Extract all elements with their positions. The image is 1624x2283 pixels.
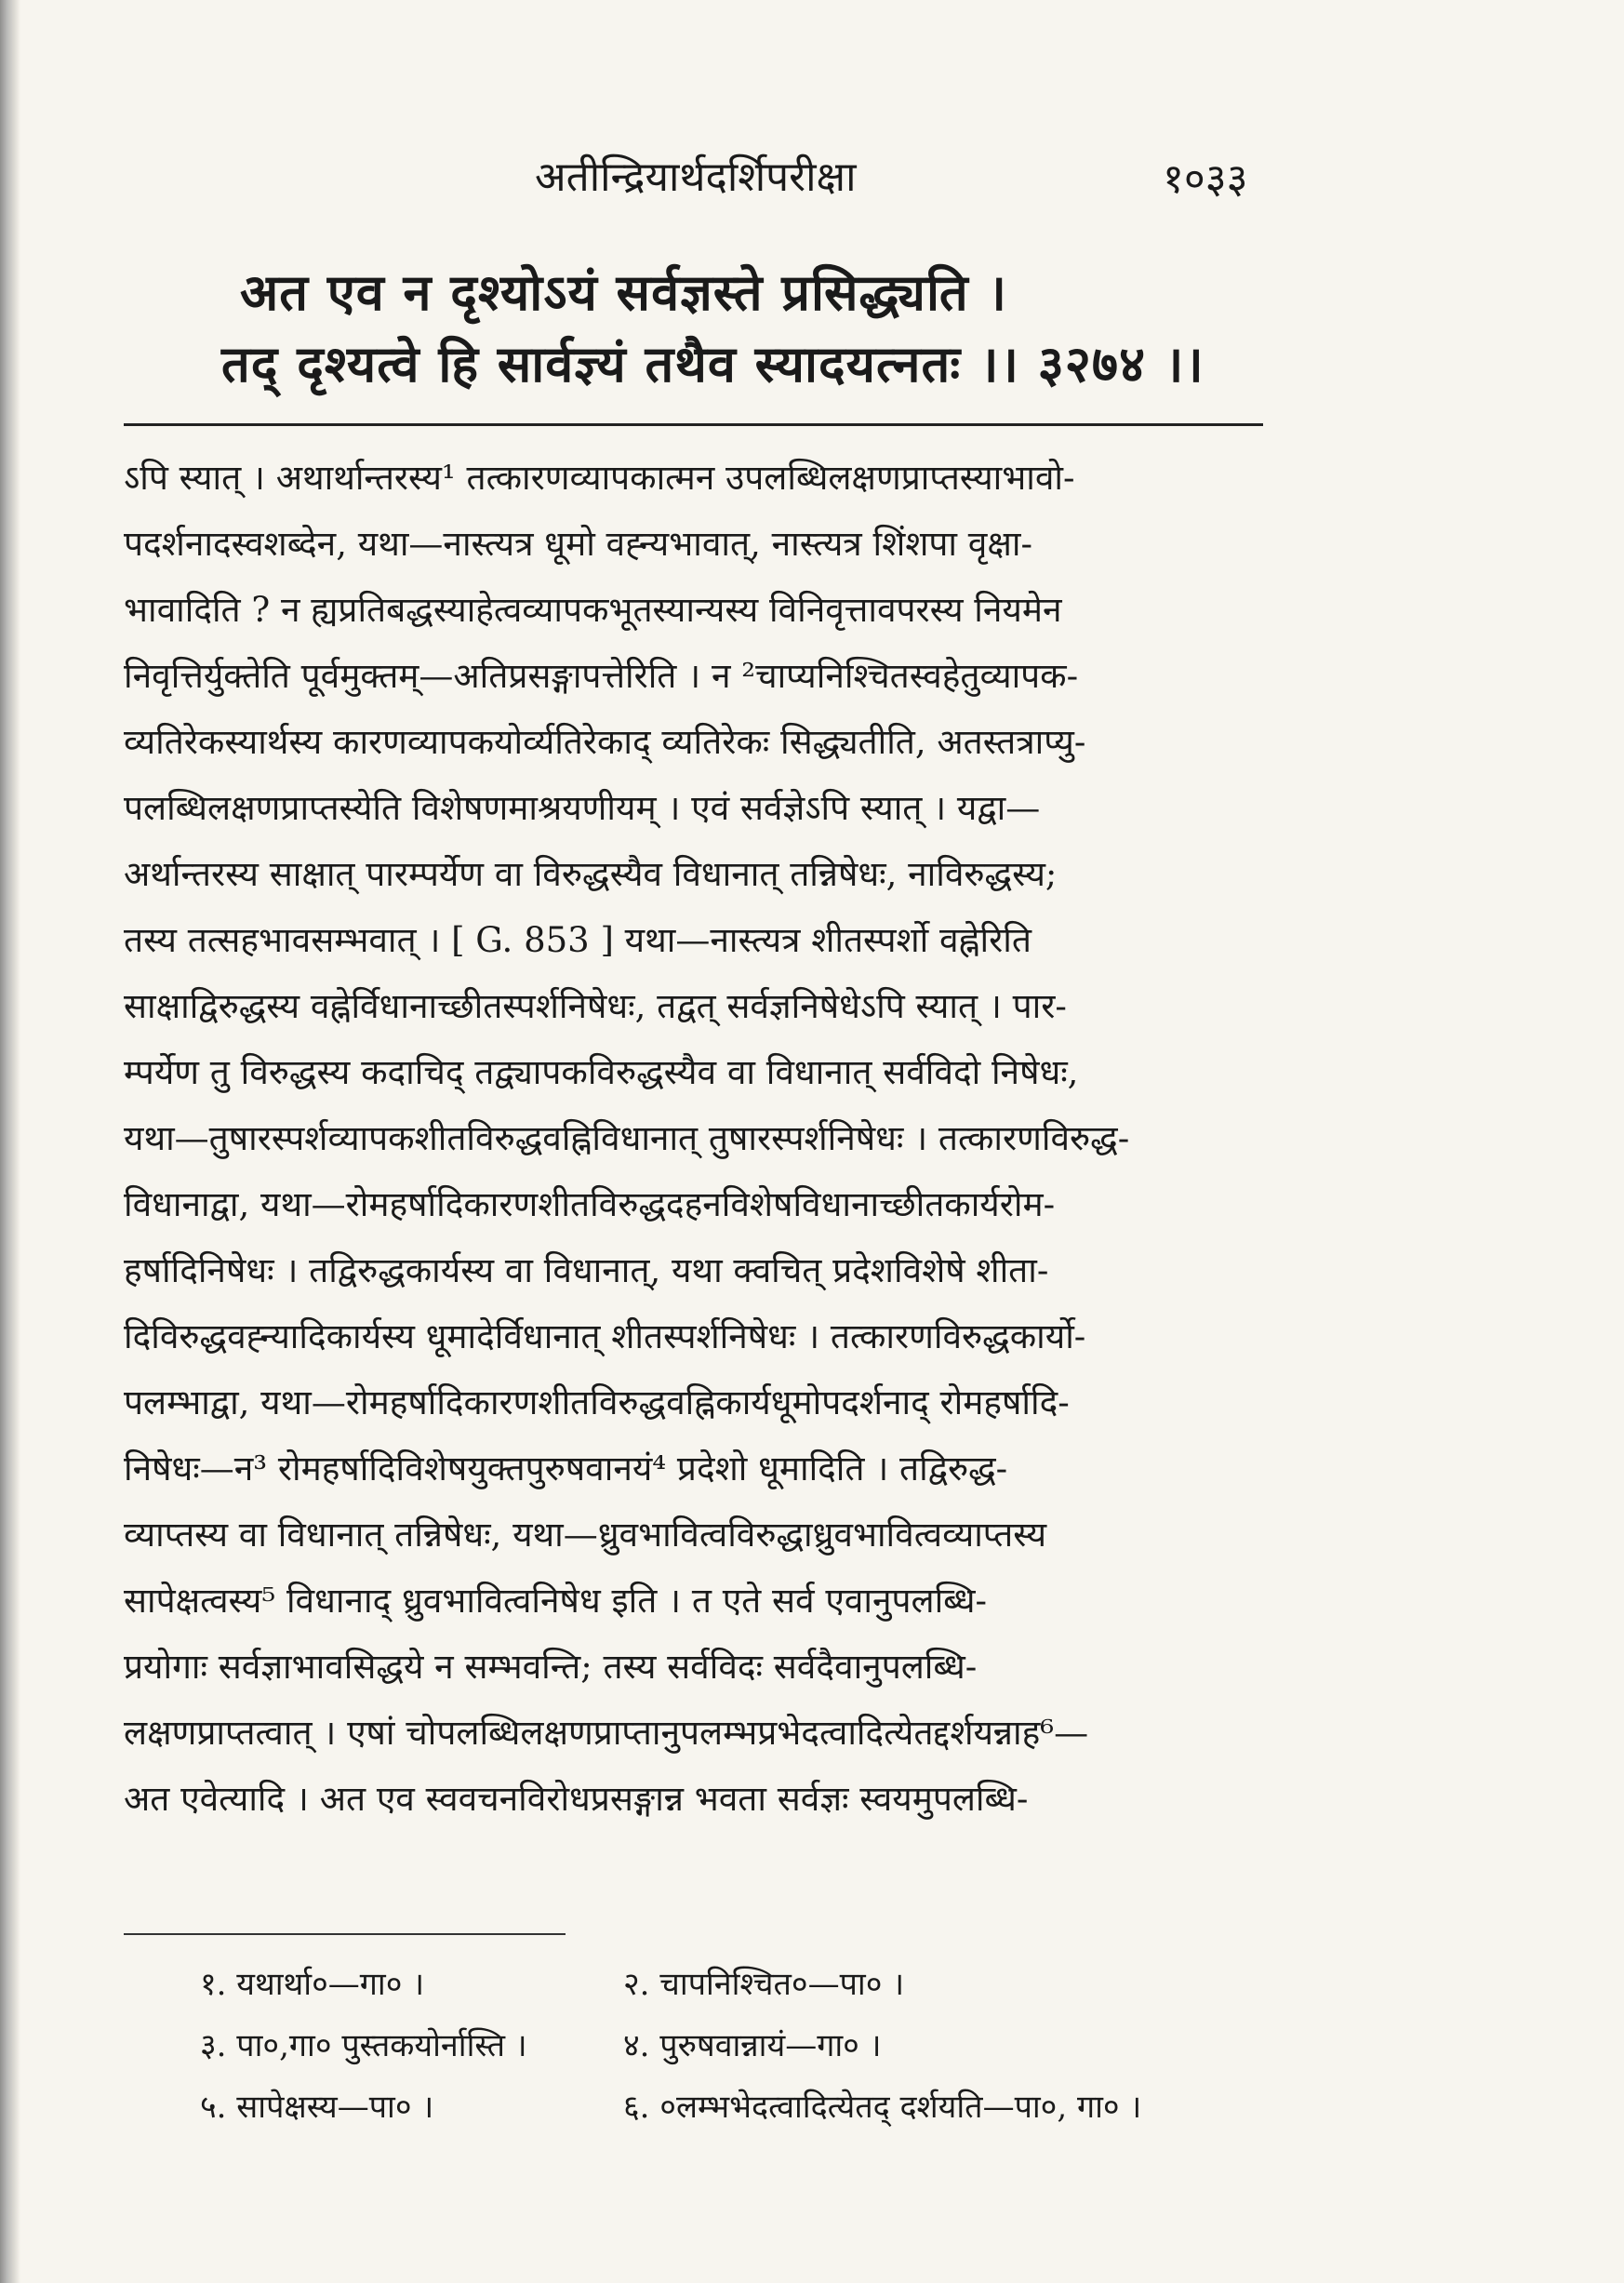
commentary-line: निवृत्तिर्युक्तेति पूर्वमुक्तम्—अतिप्रसङ्गापत्तेरिति । न ²चाप्यनिश्चितस्वहेतुव्यापक-: [124, 656, 1079, 696]
commentary-line: निषेधः—न³ रोमहर्षादिविशेषयुक्तपुरुषवानयं⁴ प्रदेशो धूमादिति । तद्विरुद्ध-: [124, 1449, 1008, 1489]
commentary-line: यथा—तुषारस्पर्शव्यापकशीतविरुद्धवह्निविधानात् तुषारस्पर्शनिषेधः । तत्कारणविरुद्ध-: [124, 1118, 1130, 1158]
footnote-row: [200, 2015, 1316, 2076]
footnote-4: ४. पुरुषवान्नायं—गा० ।: [623, 2027, 882, 2064]
commentary-line: विधानाद्वा, यथा—रोमहर्षादिकारणशीतविरुद्धदहनविशेषविधानाच्छीतकार्यरोम-: [124, 1184, 1056, 1224]
footnote-row: [200, 1954, 1316, 2015]
commentary-line: तस्य तत्सहभावसम्भवात् । [ G. 853 ] यथा—नास्त्यत्र शीतस्पर्शो वह्नेरिति: [124, 920, 1032, 960]
verse-divider-rule: [124, 423, 1263, 426]
commentary-block: [124, 445, 1282, 1832]
commentary-line: भावादिति ? न ह्यप्रतिबद्धस्याहेत्वव्यापकभूतस्यान्यस्य विनिवृत्तावपरस्य नियमेन: [124, 590, 1062, 630]
footnotes-block: [200, 1954, 1316, 2138]
verse-line-1: अत एव न दृश्योऽयं सर्वज्ञस्ते प्रसिद्ध्यति ।: [240, 262, 1007, 322]
commentary-line: पदर्शनादस्वशब्देन, यथा—नास्त्यत्र धूमो वह्न्यभावात्, नास्त्यत्र शिंशपा वृक्षा-: [124, 524, 1032, 564]
commentary-line: व्याप्तस्य वा विधानात् तन्निषेधः, यथा—ध्रुवभावित्वविरुद्धाध्रुवभावित्वव्याप्तस्य: [124, 1515, 1047, 1555]
commentary-line: सापेक्षत्वस्य⁵ विधानाद् ध्रुवभावित्वनिषेध इति । त एते सर्व एवानुपलब्धि-: [124, 1581, 988, 1621]
footnote-6: ६. ०लम्भभेदत्वादित्येतद् दर्शयति—पा०, गा० ।: [623, 2089, 1142, 2126]
footnote-row: [200, 2076, 1316, 2138]
footnote-5: ५. सापेक्षस्य—पा० ।: [200, 2089, 434, 2126]
running-title: अतीन्द्रियार्थदर्शिपरीक्षा: [535, 154, 857, 201]
verse-line-2: तद् दृश्यत्वे हि सार्वज्ञ्यं तथैव स्यादयत्नतः ।। ३२७४ ।।: [221, 334, 1205, 394]
commentary-line: लक्षणप्राप्तत्वात् । एषां चोपलब्धिलक्षणप्राप्तानुपलम्भप्रभेदत्वादित्येतद्दर्शयन्नाह⁶—: [124, 1713, 1089, 1753]
commentary-line: पलब्धिलक्षणप्राप्तस्येति विशेषणमाश्रयणीयम् । एवं सर्वज्ञेऽपि स्यात् । यद्वा—: [124, 788, 1041, 828]
commentary-line: व्यतिरेकस्यार्थस्य कारणव्यापकयोर्व्यतिरेकाद् व्यतिरेकः सिद्ध्यतीति, अतस्तत्राप्यु-: [124, 722, 1086, 762]
footnote-divider-rule: [124, 1933, 566, 1935]
page-binding-edge: [0, 0, 20, 2283]
commentary-line: अत एवेत्यादि । अत एव स्ववचनविरोधप्रसङ्गान्न भवता सर्वज्ञः स्वयमुपलब्धि-: [124, 1779, 1029, 1819]
commentary-line: हर्षादिनिषेधः । तद्विरुद्धकार्यस्य वा विधानात्, यथा क्वचित् प्रदेशविशेषे शीता-: [124, 1250, 1049, 1290]
commentary-line: दिविरुद्धवह्न्यादिकार्यस्य धूमादेर्विधानात् शीतस्पर्शनिषेधः । तत्कारणविरुद्धकार्यो-: [124, 1316, 1086, 1356]
commentary-line: साक्षाद्विरुद्धस्य वह्नेर्विधानाच्छीतस्पर्शनिषेधः, तद्वत् सर्वज्ञनिषेधेऽपि स्यात् । पार-: [124, 986, 1067, 1026]
page-number: १०३३: [1163, 155, 1248, 203]
commentary-line: प्रयोगाः सर्वज्ञाभावसिद्धये न सम्भवन्ति; तस्य सर्वविदः सर्वदैवानुपलब्धि-: [124, 1647, 978, 1687]
commentary-line: ऽपि स्यात् । अथार्थान्तरस्य¹ तत्कारणव्यापकात्मन उपलब्धिलक्षणप्राप्तस्याभावो-: [124, 458, 1075, 498]
footnote-1: १. यथार्था०—गा० ।: [200, 1966, 425, 2003]
commentary-line: म्पर्येण तु विरुद्धस्य कदाचिद् तद्व्यापकविरुद्धस्यैव वा विधानात् सर्वविदो निषेधः,: [124, 1052, 1079, 1092]
footnote-3: ३. पा०,गा० पुस्तकयोर्नास्ति ।: [200, 2027, 527, 2064]
commentary-line: अर्थान्तरस्य साक्षात् पारम्पर्येण वा विरुद्धस्यैव विधानात् तन्निषेधः, नाविरुद्धस्य;: [124, 854, 1058, 894]
footnote-2: २. चापनिश्चित०—पा० ।: [623, 1966, 905, 2003]
commentary-line: पलम्भाद्वा, यथा—रोमहर्षादिकारणशीतविरुद्धवह्निकार्यधूमोपदर्शनाद् रोमहर्षादि-: [124, 1382, 1070, 1422]
